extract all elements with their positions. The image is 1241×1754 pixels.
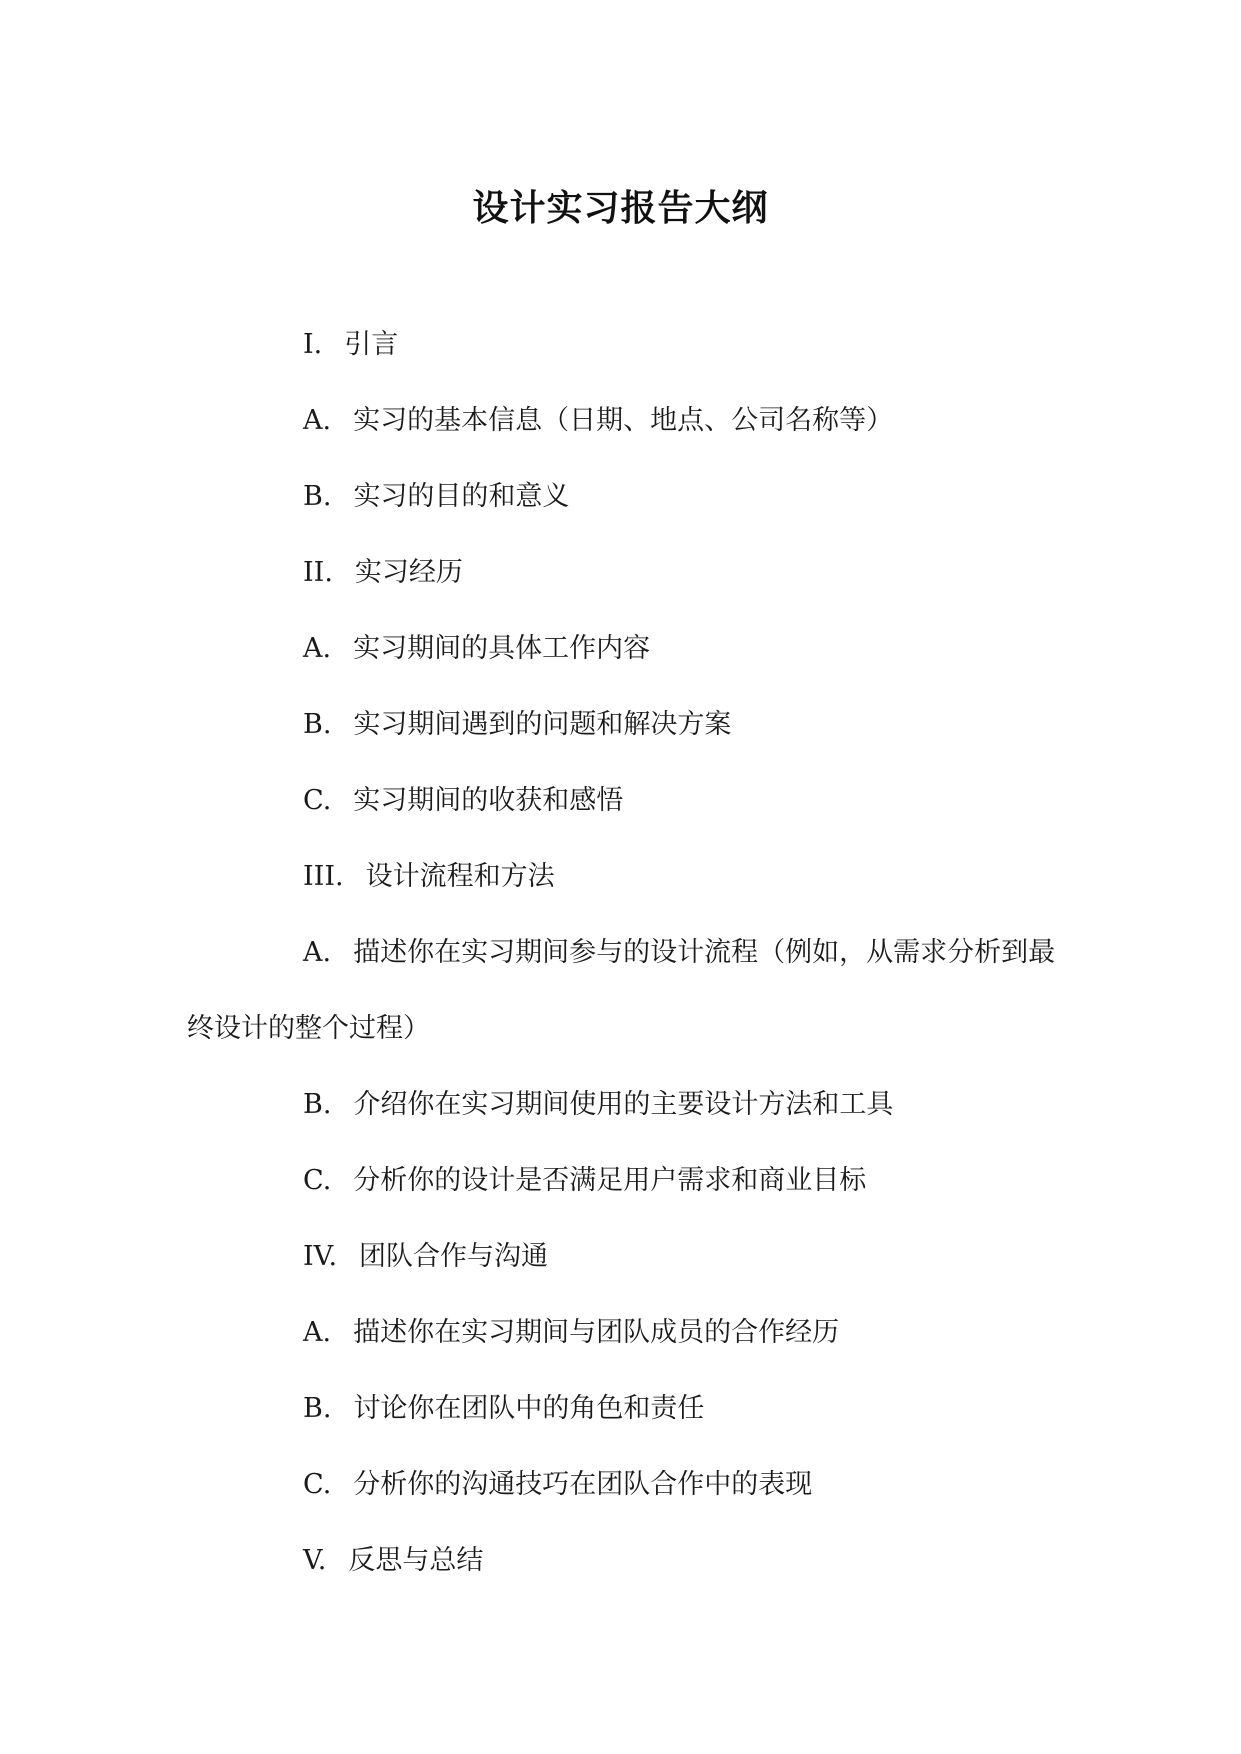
outline-marker: A. [303,937,332,968]
outline-text: 描述你在实习期间参与的设计流程（例如，从需求分析到最终设计的整个过程） [187,937,1056,1044]
outline-marker: B. [303,709,332,740]
outline-item [187,1447,1057,1523]
outline-marker: IV. [303,1241,338,1272]
outline-list [187,307,1057,1599]
outline-text: 实习的目的和意义 [353,481,570,512]
outline-text: 实习的基本信息（日期、地点、公司名称等） [353,405,894,436]
outline-text: 实习期间的具体工作内容 [353,633,651,664]
outline-item [187,915,1057,1067]
outline-marker: C. [303,1469,332,1500]
outline-text: 设计流程和方法 [365,861,555,892]
outline-marker: C. [303,785,332,816]
outline-marker: B. [303,1393,332,1424]
outline-text: 分析你的设计是否满足用户需求和商业目标 [353,1165,867,1196]
outline-marker: A. [303,1317,332,1348]
outline-item [187,383,1057,459]
outline-item-teamwork [187,1219,1057,1295]
outline-text: 反思与总结 [348,1545,484,1576]
outline-text: 描述你在实习期间与团队成员的合作经历 [353,1317,840,1348]
outline-item-reflection [187,1523,1057,1599]
outline-item-intro [187,307,1057,383]
outline-text: 实习期间遇到的问题和解决方案 [353,709,732,740]
outline-marker: V. [303,1545,327,1576]
outline-text: 实习期间的收获和感悟 [353,785,624,816]
outline-item [187,1295,1057,1371]
outline-text: 分析你的沟通技巧在团队合作中的表现 [353,1469,813,1500]
document-title: 设计实习报告大纲 [472,188,769,229]
outline-marker: C. [303,1165,332,1196]
outline-marker: B. [303,481,332,512]
outline-text: 讨论你在团队中的角色和责任 [353,1393,705,1424]
outline-text: 团队合作与沟通 [359,1241,549,1272]
outline-item-experience [187,535,1057,611]
outline-marker: II. [303,557,333,588]
outline-text: 引言 [344,329,399,360]
outline-item [187,1143,1057,1219]
outline-text: 实习经历 [354,557,463,588]
outline-marker: B. [303,1089,332,1120]
outline-item [187,687,1057,763]
outline-item [187,459,1057,535]
outline-item [187,1371,1057,1447]
outline-marker: A. [303,633,332,664]
outline-item-design-process [187,839,1057,915]
outline-item [187,763,1057,839]
outline-marker: I. [303,329,323,360]
outline-item [187,1067,1057,1143]
outline-marker: III. [303,861,344,892]
outline-item [187,611,1057,687]
outline-marker: A. [303,405,332,436]
outline-text: 介绍你在实习期间使用的主要设计方法和工具 [353,1089,894,1120]
